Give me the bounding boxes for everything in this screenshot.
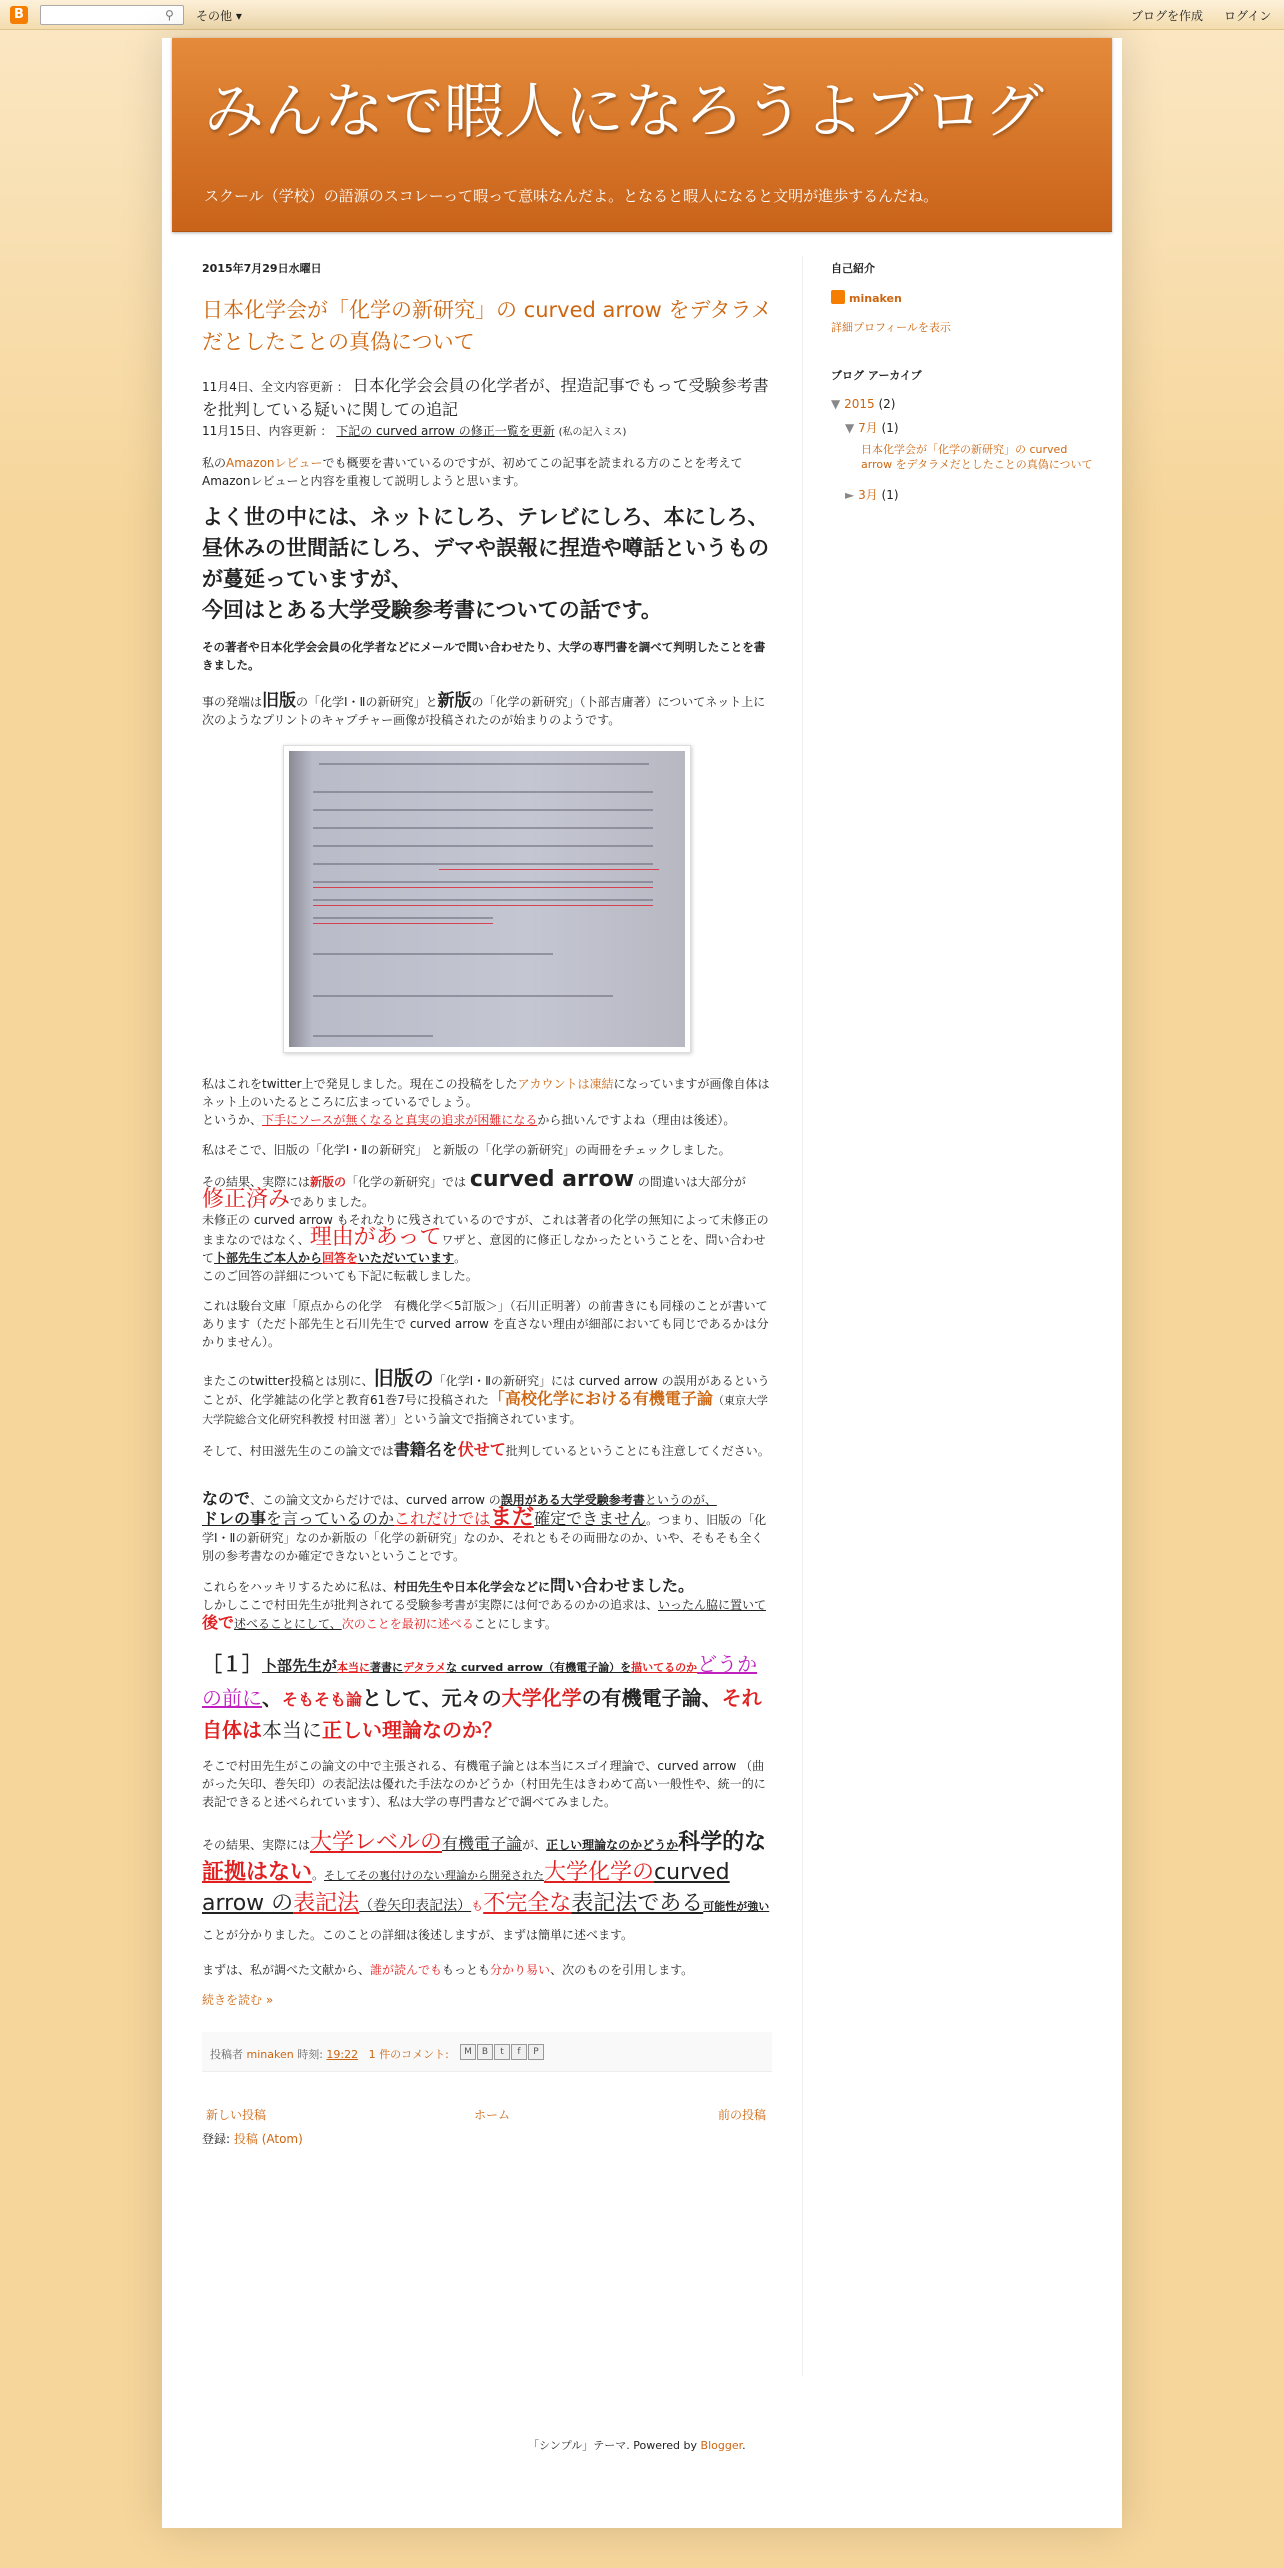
create-blog-link[interactable]: ブログを作成	[1131, 9, 1204, 23]
collapse-toggle-icon[interactable]: ▼	[845, 421, 855, 435]
blog-this-icon[interactable]: B	[477, 2044, 493, 2060]
update-notes: 11月4日、全文内容更新 ： 日本化学会会員の化学者が、捏造記事でもって受験参考書を批判している疑いに関しての追記 11月15日、内容更新 ： 下記の curved arrow の修正一覧を更新 (私の記入ミス)	[202, 376, 769, 438]
post-body: 11月4日、全文内容更新 ： 日本化学会会員の化学者が、捏造記事でもって受験参考書を批判している疑いに関しての追記 11月15日、内容更新 ： 下記の curved arrow の修正一覧を更新 (私の記入ミス) 私のAmazonレビューでも概要を書いているのですが、初めてこの記事を読まれる方のことを考えてAmazonレビューと内容を重複して説明しようと思います。 よく世の中には、ネットにしろ、テレビにしろ、本にしろ、昼休みの世間話にしろ、デマや誤報に捏造や噂話というものが蔓延っていますが、 今回はとある大学受験参考書についての話です。 その著者や日本化学会会員の化学者などにメールで問い合わせたり、大学の専門書を調べて判明したことを書きました。 事の発端は旧版の「化学Ⅰ・Ⅱの新研究」と新版の「化学の新研究」（卜部吉庸著）についてネット上に次のようなプリントのキャプチャー画像が投稿されたのが始まりのようです。 私はこれをtwitter上で発見しました。現在この投稿をしたアカウントは凍結になっていますが画像自体はネット上のいたるところに広まっているでしょう。 というか、下手にソースが無くなると真実の追求が困難になるから拙いんですよね（理由は後述）。 私はそこで、旧版の「化学Ⅰ・Ⅱの新研究」 と新版の「化学の新研究」の両冊をチェックしました。 その結果、実際には新版の「化学の新研究」では curved arrow の間違いは大部分が 修正済みでありました。 未修正の curved arrow もそれなりに残されているのですが、これは著者の化学の無知によって未修正のままなのではなく、理由があってワザと、意図的に修正しなかったということを、問い合わせて卜部先生ご本人から回答をいただいています。 このご回答の詳細についても下記に転載しました。 これは駿台文庫「原点からの化学 有機化学＜5訂版＞」（石川正明著）の前書きにも同様のことが書いてあります（ただ卜部先生と石川先生で curved arrow を直さない理由が細部においても同じであるかは分かりません）。 またこのtwitter投稿とは別に、旧版の「化学Ⅰ・Ⅱの新研究」には curved arrow の誤用があるということが、化学雑誌の化学と教育61巻7号に投稿された「高校化学における有機電子論（東京大学大学院総合文化研究科教授 村田滋 著）」という論文で指摘されています。 そして、村田滋先生のこの論文では書籍名を伏せて批判しているということにも注意してください。 なので、この論文文からだけでは、curved arrow の誤用がある大学受験参考書というのが、 ドレの事を言っているのかこれだけではまだ確定できません。つまり、旧版の「化学Ⅰ・Ⅱの新研究」なのか新版の「化学の新研究」なのか、それともその両冊なのか、いや、そもそも全く別の参考書なのか確定できないということです。 これらをハッキリするために私は、村田先生や日本化学会などに問い合わせました。 しかしここで村田先生が批判されてる受験参考書が実際には何であるのかの追求は、いったん脇に置いて後で述べることにして、次のことを最初に述べることにします。 ［１］卜部先生が本当に著書にデタラメな curved arrow（有機電子論）を描いてるのかどうかの前に、そもそも論として、元々の大学化学の有機電子論、それ自体は本当に正しい理論なのか？ そこで村田先生がこの論文の中で主張される、有機電子論とは本当にスゴイ理論で、curved arrow （曲がった矢印、巻矢印）の表記法は優れた手法なのかどうか（村田先生はきわめて高い一般性や、統一的に表記できると述べられています）、私は大学の専門書などで調べてみました。 その結果、実際には大学レベルの有機電子論が、正しい理論なのかどうか科学的な証拠はない。そしてその裏付けのない理論から開発された大学化学のcurved arrow の表記法（巻矢印表記法）も不完全な表記法である可能性が強いことが分かりました。このことの詳細は後述しますが、まずは簡単に述べます。 まずは、私が調べた文献から、誰が読んでももっとも分かり易い、次のものを引用します。	[202, 374, 772, 1979]
share-buttons	[460, 2044, 545, 2062]
collapse-toggle-icon[interactable]: ▼	[831, 397, 841, 411]
big-text: よく世の中には、ネットにしろ、テレビにしろ、本にしろ、昼休みの世間話にしろ、デマや誤報に捏造や噂話というものが蔓延っていますが、 今回はとある大学受験参考書についての話です。	[202, 505, 769, 622]
archive-heading: ブログ アーカイブ	[831, 369, 922, 382]
frozen-account-link[interactable]: アカウントは凍結	[517, 1077, 614, 1091]
profile-name-link[interactable]: minaken	[849, 292, 902, 305]
login-link[interactable]: ログイン	[1224, 9, 1272, 23]
search-icon[interactable]: ⚲	[165, 8, 174, 22]
home-link[interactable]: ホーム	[474, 2108, 511, 2122]
newer-posts-link[interactable]: 新しい投稿	[206, 2108, 267, 2122]
pinterest-share-icon[interactable]: P	[528, 2044, 544, 2060]
profile-heading: 自己紹介	[831, 262, 875, 275]
post-date: 2015年7月29日水曜日	[202, 262, 322, 275]
older-posts-link[interactable]: 前の投稿	[717, 2108, 766, 2122]
section-heading-1: ［１］卜部先生が本当に著書にデタラメな curved arrow（有機電子論）を描いてるのかどうかの前に、そもそも論として、元々の大学化学の有機電子論、それ自体は本当に正しい理論なのか？	[202, 1652, 762, 1742]
blog-description: スクール（学校）の語源のスコレーって暇って意味なんだよ。となると暇人になると文明が進歩するんだね。	[204, 187, 939, 205]
search-input[interactable]	[40, 5, 184, 25]
archive-post-link[interactable]: 日本化学会が「化学の新研究」の curved arrow をデタラメだとしたことの真偽について	[861, 443, 1093, 471]
blog-pager	[202, 2102, 772, 2142]
archive-month-link[interactable]: 3月	[858, 488, 878, 502]
email-share-icon[interactable]: M	[460, 2044, 476, 2060]
sidebar: 自己紹介 minaken 詳細プロフィールを表示 ブログ アーカイブ ▼ 2015 (2) ▼ 7月 (1) 日本化学会が「化学の新研究」の curved arrow をデタラメだとしたことの真偽について ► 3月 (1)	[831, 262, 1093, 502]
blogger-profile-icon	[831, 290, 845, 304]
post-footer: 投稿者 minaken 時刻: 19:22 1 件のコメント: M B t f P	[202, 2032, 772, 2072]
main-column	[202, 260, 772, 2147]
post-time-link[interactable]: 19:22	[326, 2048, 359, 2061]
blog-header	[172, 38, 1112, 232]
feed-links: 登録: 投稿 (Atom)	[202, 2132, 303, 2146]
profile-link[interactable]: 詳細プロフィールを表示	[831, 321, 951, 334]
read-more-link[interactable]: 続きを読む »	[202, 1993, 274, 2007]
blog-title[interactable]: みんなで暇人になろうよブログ	[204, 77, 1044, 147]
blogger-logo-icon[interactable]: B	[10, 6, 28, 24]
atom-feed-link[interactable]: 投稿 (Atom)	[233, 2132, 303, 2146]
archive-month-link[interactable]: 7月	[858, 421, 878, 435]
more-menu[interactable]: その他 ▾	[196, 9, 242, 23]
blogger-link[interactable]: Blogger	[700, 2439, 743, 2452]
archive-year-link[interactable]: 2015	[844, 397, 875, 411]
facebook-share-icon[interactable]: f	[511, 2044, 527, 2060]
post-title[interactable]: 日本化学会が「化学の新研究」の curved arrow をデタラメだとしたことの真偽について	[202, 298, 772, 354]
update-link[interactable]: 下記の curved arrow の修正一覧を更新	[336, 424, 555, 438]
expand-toggle-icon[interactable]: ►	[845, 488, 855, 502]
author-link[interactable]: minaken	[246, 2048, 294, 2061]
capture-image[interactable]	[283, 745, 691, 1053]
twitter-share-icon[interactable]: t	[494, 2044, 510, 2060]
blogger-navbar	[0, 0, 1284, 30]
attribution: 「シンプル」テーマ. Powered by Blogger.	[528, 2439, 746, 2452]
comments-link[interactable]: 1 件のコメント:	[368, 2048, 449, 2061]
amazon-review-link[interactable]: Amazonレビュー	[226, 456, 323, 470]
